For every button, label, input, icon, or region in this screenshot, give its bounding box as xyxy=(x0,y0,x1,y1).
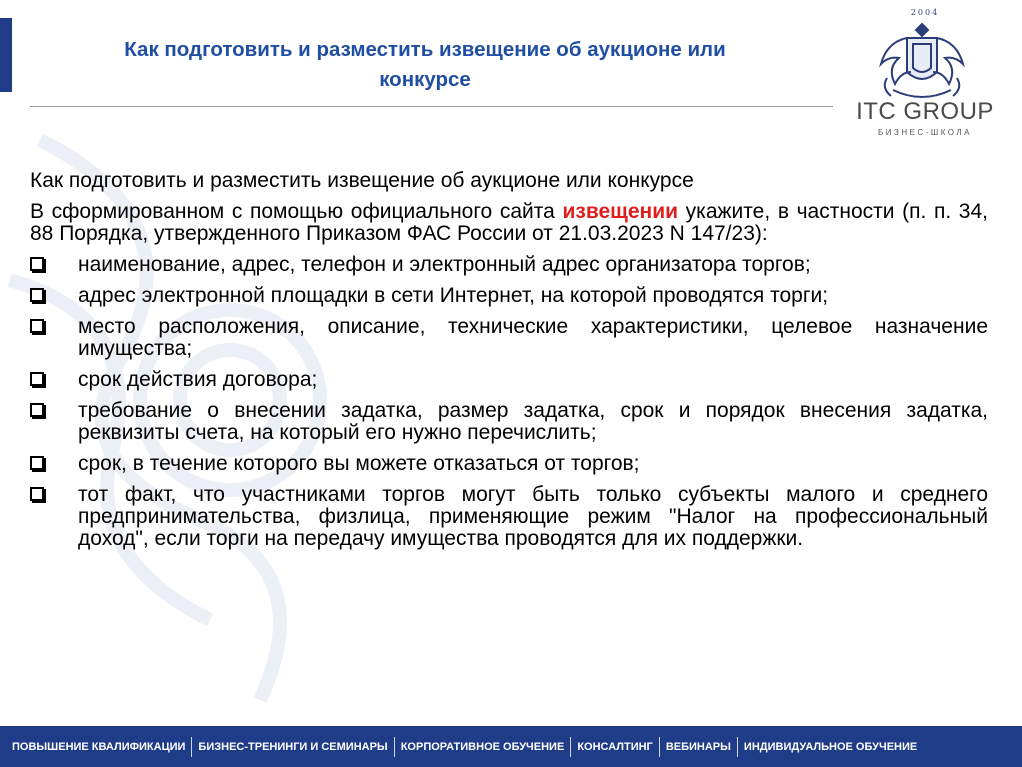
list-item-text: срок, в течение которого вы можете отказаться от торгов; xyxy=(78,452,640,475)
list-item xyxy=(30,285,988,307)
list-item-text: адрес электронной площадки в сети Интернет, на которой проводятся торги; xyxy=(78,284,829,307)
logo-year: 2004 xyxy=(910,8,940,17)
checkbox-bullet-icon xyxy=(30,487,44,501)
list-item-text: место расположения, описание, технические характеристики, целевое назначение имущества; xyxy=(78,315,988,360)
itc-group-logo xyxy=(850,8,1000,143)
list-item xyxy=(30,484,988,550)
footer-item-trainings: БИЗНЕС-ТРЕНИНГИ И СЕМИНАРЫ xyxy=(198,740,388,753)
list-item-text: наименование, адрес, телефон и электронный адрес организатора торгов; xyxy=(78,253,811,276)
list-item-text: тот факт, что участниками торгов могут быть только субъекты малого и среднего предпринимательства, физлица, применяющие режим "Налог на профессиональный доход", если торги на передачу имущества проводятся для их поддержки. xyxy=(78,483,988,550)
content-heading: Как подготовить и разместить извещение об аукционе или конкурсе xyxy=(30,169,694,192)
crest-icon xyxy=(873,18,971,102)
logo-subtitle: БИЗНЕС-ШКОЛА xyxy=(877,128,972,137)
main-content xyxy=(30,170,988,559)
intro-text-after: укажите, в частности (п. п. 34, 88 Порядка, утвержденного Приказом ФАС России от 21.03.2023 N 147/23): xyxy=(30,200,988,245)
left-accent-bar xyxy=(0,18,12,92)
checkbox-bullet-icon xyxy=(30,372,44,386)
page-title-line2: конкурсе xyxy=(379,68,471,91)
list-item xyxy=(30,453,988,475)
intro-paragraph xyxy=(30,201,988,245)
footer-item-corporate: КОРПОРАТИВНОЕ ОБУЧЕНИЕ xyxy=(400,740,565,753)
list-item xyxy=(30,316,988,360)
footer-bar xyxy=(0,726,1022,767)
list-item-text: срок действия договора; xyxy=(78,368,318,391)
list-item xyxy=(30,369,988,391)
footer-item-consulting: КОНСАЛТИНГ xyxy=(577,740,653,753)
page-title-line1: Как подготовить и разместить извещение об аукционе или xyxy=(124,38,726,61)
footer-item-individual: ИНДИВИДУАЛЬНОЕ ОБУЧЕНИЕ xyxy=(743,740,918,753)
checkbox-bullet-icon xyxy=(30,456,44,470)
intro-highlight: извещении xyxy=(562,200,679,223)
list-item-text: требование о внесении задатка, размер задатка, срок и порядок внесения задатка, реквизиты счета, на который его нужно перечислить; xyxy=(78,399,988,444)
title-divider xyxy=(30,106,833,107)
footer-item-webinars: ВЕБИНАРЫ xyxy=(665,740,731,753)
checkbox-bullet-icon xyxy=(30,403,44,417)
list-item xyxy=(30,400,988,444)
page-title xyxy=(30,35,820,95)
footer-item-qualification: ПОВЫШЕНИЕ КВАЛИФИКАЦИИ xyxy=(12,740,186,753)
checkbox-bullet-icon xyxy=(30,288,44,302)
list-item xyxy=(30,254,988,276)
intro-text-before: В сформированном с помощью официального сайта xyxy=(30,200,563,223)
requirements-list xyxy=(30,254,988,550)
checkbox-bullet-icon xyxy=(30,319,44,333)
checkbox-bullet-icon xyxy=(30,257,44,271)
logo-name: ITC GROUP xyxy=(856,98,994,125)
